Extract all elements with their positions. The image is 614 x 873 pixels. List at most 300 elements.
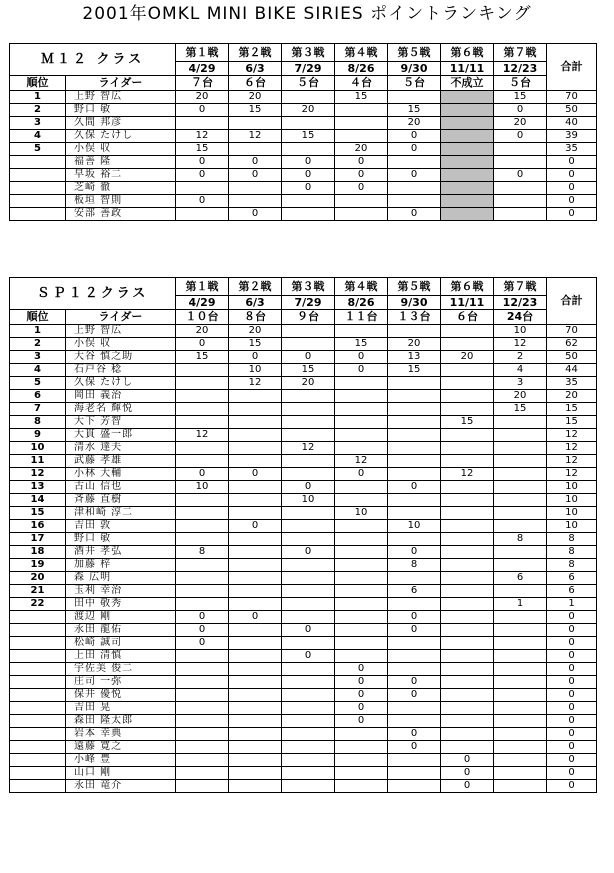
rider-name: 古山 信也 [66,481,176,494]
points-cell: 0 [176,624,229,637]
points-cell [335,767,388,780]
entrant-count: １３台 [388,310,441,325]
rider-name: 上田 清慎 [66,650,176,663]
points-cell [441,481,494,494]
points-cell [494,520,547,533]
points-cell [494,481,547,494]
points-cell: 20 [176,325,229,338]
table-row [10,546,597,559]
points-cell [388,182,441,195]
total-cell: 20 [547,390,597,403]
table-row [10,663,597,676]
points-cell [335,208,388,221]
points-cell [388,767,441,780]
points-cell [282,715,335,728]
points-cell [176,767,229,780]
points-cell [229,507,282,520]
points-cell: 12 [494,338,547,351]
points-cell: 15 [176,351,229,364]
points-cell: 8 [388,559,441,572]
points-cell [282,390,335,403]
points-cell: 0 [176,338,229,351]
entrant-count: ６台 [229,76,282,91]
table-row [10,780,597,793]
points-cell [229,676,282,689]
points-cell [441,338,494,351]
points-cell [388,507,441,520]
points-cell [335,416,388,429]
round-label: 第１戦 [176,278,229,296]
points-cell [176,754,229,767]
rider-name: 久保 たけし [66,377,176,390]
points-cell [335,429,388,442]
points-cell [388,598,441,611]
total-cell: 10 [547,520,597,533]
points-cell: 20 [388,338,441,351]
rank-cell: 15 [10,507,66,520]
points-cell [282,767,335,780]
points-cell [282,572,335,585]
points-cell: 1 [494,598,547,611]
points-cell [335,624,388,637]
rank-cell: 1 [10,325,66,338]
points-cell [282,117,335,130]
table-row [10,676,597,689]
points-cell [176,663,229,676]
round-label: 第１戦 [176,44,229,62]
points-cell: 0 [282,156,335,169]
points-cell [229,663,282,676]
rider-name: 久保 たけし [66,130,176,143]
points-cell [494,507,547,520]
table-row [10,377,597,390]
points-cell [229,637,282,650]
rider-name: 田中 敬秀 [66,598,176,611]
points-cell: 20 [176,91,229,104]
table-row [10,130,597,143]
points-cell [229,559,282,572]
points-cell [494,546,547,559]
rank-cell: 3 [10,117,66,130]
table-row [10,195,597,208]
rider-header: ライダー [66,310,176,325]
points-cell: 0 [229,351,282,364]
round-date: 6/3 [229,62,282,76]
points-cell [388,429,441,442]
rider-name: 庄司 一弥 [66,676,176,689]
points-cell [388,702,441,715]
total-cell: 12 [547,468,597,481]
rider-name: 岩本 幸典 [66,728,176,741]
points-cell [441,572,494,585]
points-cell [282,338,335,351]
points-cell [229,195,282,208]
rank-cell: 2 [10,104,66,117]
points-cell [229,390,282,403]
points-cell [494,416,547,429]
rider-name: 遠藤 寛之 [66,741,176,754]
points-cell [441,520,494,533]
entrant-count: ４台 [335,76,388,91]
points-cell [229,585,282,598]
points-cell [388,416,441,429]
points-cell [282,325,335,338]
points-cell [335,195,388,208]
points-cell [388,91,441,104]
points-cell: 0 [388,611,441,624]
points-cell: 0 [335,715,388,728]
points-cell [441,715,494,728]
points-cell: 0 [229,611,282,624]
points-cell: 0 [388,130,441,143]
class-name: ＳＰ１２クラス [10,278,176,310]
table-row [10,455,597,468]
points-cell [335,650,388,663]
points-cell: 10 [229,364,282,377]
points-cell: 0 [282,546,335,559]
points-cell [176,741,229,754]
points-cell [282,689,335,702]
rank-cell [10,676,66,689]
total-cell: 8 [547,533,597,546]
points-cell [494,663,547,676]
points-cell [441,377,494,390]
points-cell [229,143,282,156]
points-cell [176,403,229,416]
rank-cell: 19 [10,559,66,572]
points-cell [282,195,335,208]
table-row [10,741,597,754]
rider-name: 小峰 豊 [66,754,176,767]
points-cell: 0 [176,195,229,208]
total-cell: 10 [547,481,597,494]
table-row [10,754,597,767]
rider-name: 永田 竜介 [66,780,176,793]
rank-cell: 16 [10,520,66,533]
points-cell [229,728,282,741]
points-cell: 12 [229,377,282,390]
points-cell [494,195,547,208]
points-cell [441,598,494,611]
total-cell: 8 [547,559,597,572]
points-cell: 6 [494,572,547,585]
rank-cell: 21 [10,585,66,598]
table-row [10,208,597,221]
table-row [10,637,597,650]
points-cell [441,91,494,104]
points-cell [335,481,388,494]
points-cell [494,689,547,702]
points-cell [494,754,547,767]
points-cell: 0 [335,702,388,715]
entrant-count: ８台 [229,310,282,325]
round-date: 4/29 [176,62,229,76]
points-cell [441,390,494,403]
points-cell [441,429,494,442]
points-cell [176,533,229,546]
points-cell [229,429,282,442]
total-cell: 70 [547,91,597,104]
rider-name: 松崎 誠司 [66,637,176,650]
round-date: 6/3 [229,296,282,310]
points-cell: 0 [282,182,335,195]
points-cell [229,182,282,195]
total-cell: 0 [547,195,597,208]
points-cell: 15 [335,91,388,104]
points-cell [335,377,388,390]
points-cell [282,637,335,650]
points-cell: 8 [494,533,547,546]
points-cell [335,611,388,624]
points-cell [441,195,494,208]
points-cell: 15 [229,338,282,351]
total-cell: 0 [547,702,597,715]
rank-cell: 14 [10,494,66,507]
points-cell [441,182,494,195]
rider-name: 石戸谷 稔 [66,364,176,377]
points-cell: 0 [388,624,441,637]
points-cell: 20 [282,377,335,390]
points-cell: 10 [494,325,547,338]
points-cell [388,780,441,793]
points-cell: 0 [388,481,441,494]
points-cell: 0 [335,351,388,364]
points-cell [388,663,441,676]
rider-name: 清水 達夫 [66,442,176,455]
points-cell [229,494,282,507]
points-cell [335,637,388,650]
points-cell [176,117,229,130]
entrant-count: ６台 [441,310,494,325]
points-cell [388,377,441,390]
rank-cell: 22 [10,598,66,611]
points-cell [441,208,494,221]
total-cell: 0 [547,754,597,767]
rank-cell [10,182,66,195]
table-row [10,481,597,494]
class-name: Ｍ１２ クラス [10,44,176,76]
points-cell [388,494,441,507]
points-cell [282,585,335,598]
total-cell: 0 [547,728,597,741]
rank-cell [10,702,66,715]
rank-cell [10,767,66,780]
total-cell: 12 [547,429,597,442]
points-cell [388,455,441,468]
table-row [10,507,597,520]
rank-cell [10,689,66,702]
points-cell [335,104,388,117]
m12-ranking-table [9,43,597,221]
total-cell: 15 [547,416,597,429]
total-cell: 12 [547,442,597,455]
table-row [10,182,597,195]
points-cell [335,325,388,338]
round-date: 11/11 [441,62,494,76]
table-row [10,702,597,715]
points-cell [494,143,547,156]
round-label: 第５戦 [388,278,441,296]
points-cell [282,403,335,416]
entrant-count: １１台 [335,310,388,325]
total-cell: 44 [547,364,597,377]
points-cell [441,637,494,650]
points-cell: 0 [335,689,388,702]
points-cell [494,780,547,793]
points-cell [494,767,547,780]
rider-name: 吉田 晃 [66,702,176,715]
rider-name: 久間 邦彦 [66,117,176,130]
points-cell [282,468,335,481]
points-cell: 0 [494,104,547,117]
total-cell: 6 [547,585,597,598]
rider-name: 早坂 裕二 [66,169,176,182]
rank-cell [10,741,66,754]
rank-cell: 9 [10,429,66,442]
points-cell [441,156,494,169]
points-cell [441,442,494,455]
entrant-count: 不成立 [441,76,494,91]
table-row [10,403,597,416]
points-cell: 0 [388,728,441,741]
points-cell [335,520,388,533]
round-date: 11/11 [441,296,494,310]
points-cell [388,442,441,455]
points-cell: 0 [388,689,441,702]
points-cell [282,741,335,754]
points-cell [494,156,547,169]
points-cell: 20 [388,117,441,130]
points-cell [441,676,494,689]
points-cell [229,689,282,702]
table-row [10,351,597,364]
rider-name: 上野 智広 [66,91,176,104]
points-cell [388,156,441,169]
rider-name: 酒井 孝弘 [66,546,176,559]
points-cell [441,741,494,754]
round-date: 4/29 [176,296,229,310]
rider-name: 武藤 孝雄 [66,455,176,468]
table-row [10,442,597,455]
points-cell: 12 [229,130,282,143]
points-cell [388,325,441,338]
points-cell [229,624,282,637]
table-row [10,468,597,481]
points-cell [388,390,441,403]
points-cell [388,637,441,650]
points-cell: 0 [388,169,441,182]
total-cell: 12 [547,455,597,468]
round-date: 8/26 [335,62,388,76]
points-cell [229,598,282,611]
points-cell: 0 [441,780,494,793]
points-cell [282,507,335,520]
round-label: 第６戦 [441,44,494,62]
points-cell: 15 [282,130,335,143]
points-cell [494,455,547,468]
rider-name: 斉藤 直樹 [66,494,176,507]
points-cell [176,390,229,403]
total-cell: 50 [547,351,597,364]
points-cell: 20 [441,351,494,364]
points-cell [388,754,441,767]
rider-name: 大貫 盛一郎 [66,429,176,442]
rank-cell: 4 [10,130,66,143]
points-cell [282,702,335,715]
rank-cell [10,728,66,741]
points-cell [229,546,282,559]
points-cell [176,507,229,520]
points-cell [282,416,335,429]
points-cell [282,611,335,624]
total-cell: 0 [547,689,597,702]
rider-name: 大谷 慎之助 [66,351,176,364]
rank-cell: 1 [10,91,66,104]
points-cell [335,390,388,403]
points-cell [176,416,229,429]
points-cell [441,585,494,598]
round-date: 7/29 [282,62,335,76]
points-cell [229,572,282,585]
points-cell [176,728,229,741]
round-date: 8/26 [335,296,388,310]
total-cell: 6 [547,572,597,585]
points-cell: 0 [229,156,282,169]
points-cell [282,754,335,767]
table-row [10,156,597,169]
rider-name: 渡辺 剛 [66,611,176,624]
points-cell [229,117,282,130]
points-cell: 0 [282,481,335,494]
round-label: 第７戦 [494,44,547,62]
points-cell [176,598,229,611]
points-cell [229,416,282,429]
points-cell [229,702,282,715]
points-cell [494,650,547,663]
points-cell [282,91,335,104]
rank-cell: 5 [10,143,66,156]
points-cell [388,715,441,728]
points-cell [494,468,547,481]
points-cell [335,728,388,741]
table-row [10,585,597,598]
points-cell [494,715,547,728]
points-cell: 0 [335,156,388,169]
points-cell [335,403,388,416]
points-cell: 0 [441,754,494,767]
points-cell [335,130,388,143]
points-cell [335,442,388,455]
points-cell: 15 [494,403,547,416]
round-label: 第５戦 [388,44,441,62]
entrant-count: ７台 [176,76,229,91]
points-cell: 6 [388,585,441,598]
total-cell: 39 [547,130,597,143]
points-cell [176,780,229,793]
points-cell [176,715,229,728]
rider-name: 吉田 敦 [66,520,176,533]
round-date: 12/23 [494,62,547,76]
rank-cell [10,650,66,663]
points-cell: 0 [335,663,388,676]
points-cell: 10 [335,507,388,520]
rider-name: 野口 敏 [66,104,176,117]
total-cell: 50 [547,104,597,117]
rank-cell [10,169,66,182]
points-cell [335,780,388,793]
table-row [10,117,597,130]
points-cell [282,559,335,572]
